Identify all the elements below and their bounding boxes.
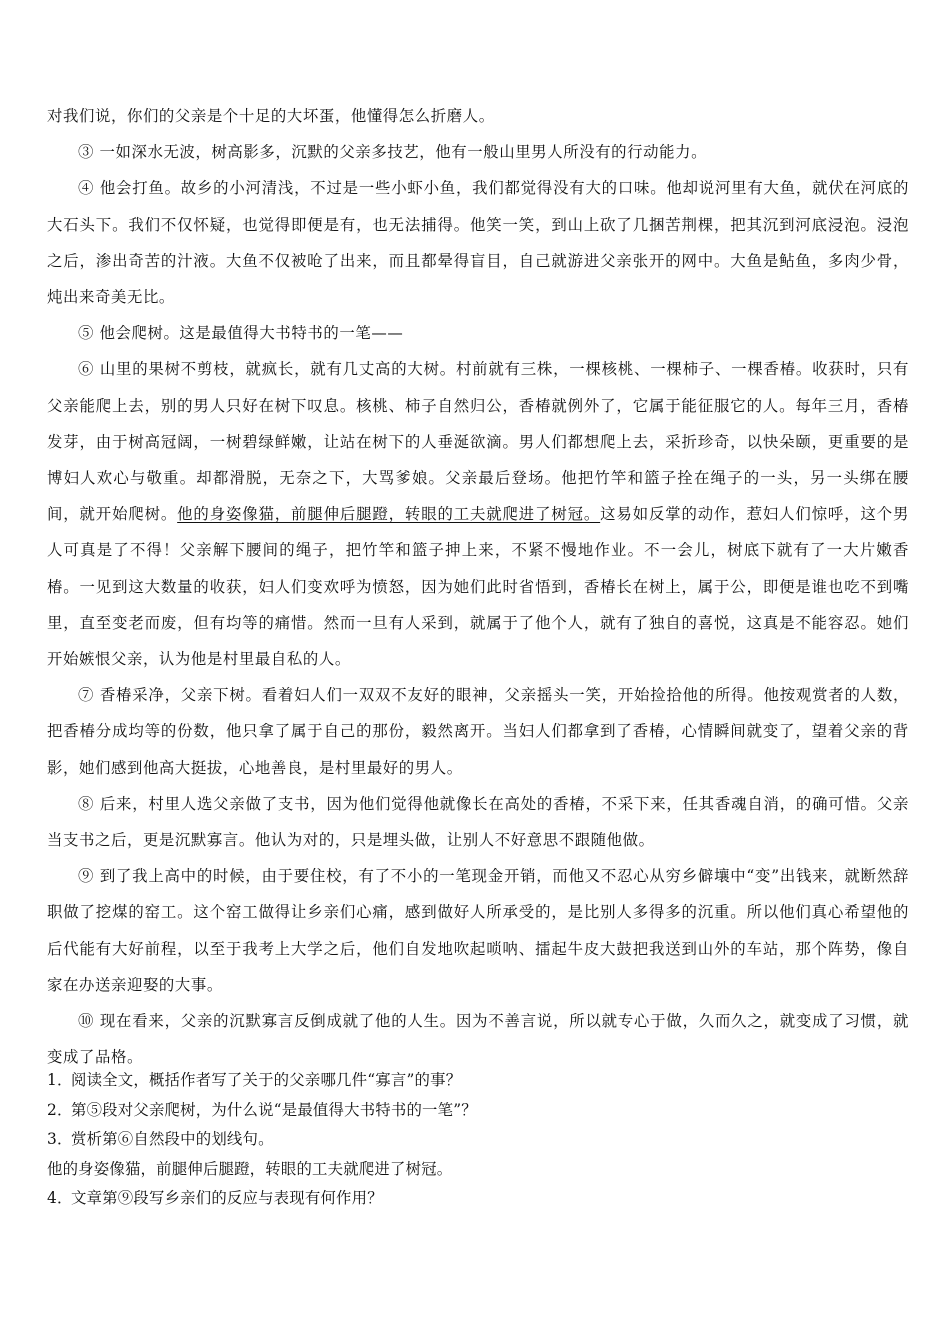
question-list	[47, 1066, 909, 1214]
question-item	[47, 1096, 909, 1126]
paragraph-continuation: 对我们说，你们的父亲是个十足的大坏蛋，他懂得怎么折磨人。	[47, 107, 495, 125]
paragraph-9: ⑨ 到了我上高中的时候，由于要住校，有了不小的一笔现金开销，而他又不忍心从穷乡僻壤中“变”出钱来，就断然辞职做了挖煤的窑工。这个窑工做得让乡亲们心痛，感到做好人所承受的，是比别人多得多的沉重。所以他们真心希望他的后代能有大好前程，以至于我考上大学之后，他们自发地吹起唢呐、擂起牛皮大鼓把我送到山外的车站，那个阵势，像自家在办送亲迎娶的大事。	[47, 867, 909, 994]
question-number: 1．	[47, 1071, 73, 1089]
question-number: 4．	[47, 1189, 73, 1208]
paragraph-8: ⑧ 后来，村里人选父亲做了支书，因为他们觉得他就像长在高处的香椿，不采下来，任其香魂自消，的确可惜。父亲当支书之后，更是沉默寡言。他认为对的，只是埋头做，让别人不好意思不跟随他做。	[47, 794, 909, 850]
paragraph-4: ④ 他会打鱼。故乡的小河清浅，不过是一些小虾小鱼，我们都觉得没有大的口味。他却说河里有大鱼，就伏在河底的大石头下。我们不仅怀疑，也觉得即便是有，也无法捕得。他笑一笑，到山上砍了几捆苦荆棵，把其沉到河底浸泡。浸泡之后，渗出奇苦的汁液。大鱼不仅被呛了出来，而且都晕得盲目，自己就游进父亲张开的网中。大鱼是鲇鱼，多肉少骨，炖出来奇美无比。	[47, 179, 909, 307]
paragraph-6-text-before: ⑥ 山里的果树不剪枝，就疯长，就有几丈高的大树。村前就有三株，一棵核桃、一棵柿子、一棵香椿。收获时，只有父亲能爬上去，别的男人只好在树下叹息。核桃、柿子自然归公，香椿就例外了，它属于能征服它的人。每年三月，香椿发芽，由于树高冠阔，一树碧绿鲜嫩，让站在树下的人垂涎欲滴。男人们都想爬上去，采折珍奇，以快朵颐，更重要的是博妇人欢心与敬重。却都滑脱，无奈之下，大骂爹娘。父亲最后登场。他把竹竿和篮子拴在绳子的一头，另一头绑在腰间，就开始爬树。	[47, 360, 909, 524]
question-item	[47, 1125, 909, 1155]
question-text: 阅读全文，概括作者写了关于的父亲哪几件“寡言”的事？	[71, 1071, 462, 1089]
question-item	[47, 1066, 909, 1096]
question-number: 2．	[47, 1100, 73, 1119]
paragraph-6	[47, 351, 909, 677]
question-text: 赏析第⑥自然段中的划线句。	[71, 1130, 274, 1149]
question-number: 3．	[47, 1130, 73, 1149]
paragraph-6-text-after: 这易如反掌的动作，惹妇人们惊呼，这个男人可真是了不得！父亲解下腰间的绳子，把竹竿和篮子抻上来，不紧不慢地作业。不一会儿，树底下就有了一大片嫩香椿。一见到这大数量的收获，妇人们变欢呼为愤怒，因为她们此时省悟到，香椿长在树上，属于公，即便是谁也吃不到嘴里，直至变老而废，但有均等的痛惜。然而一旦有人采到，就属于了他个人，就有了独自的喜悦，这真是不能容忍。她们开始嫉恨父亲，认为他是村里最自私的人。	[47, 505, 909, 669]
passage	[47, 98, 909, 1075]
question-text: 他的身姿像猫，前腿伸后腿蹬，转眼的工夫就爬进了树冠。	[47, 1159, 453, 1178]
paragraph-7: ⑦ 香椿采净，父亲下树。看着妇人们一双双不友好的眼神，父亲摇头一笑，开始捡拾他的所得。他按观赏者的人数，把香椿分成均等的份数，他只拿了属于自己的那份，毅然离开。当妇人们都拿到了香椿，心情瞬间就变了，望着父亲的背影，她们感到他高大挺拔，心地善良，是村里最好的男人。	[47, 686, 909, 777]
paragraph-3: ③ 一如深水无波，树高影多，沉默的父亲多技艺，他有一般山里男人所没有的行动能力。	[78, 143, 708, 162]
question-text: 第⑤段对父亲爬树，为什么说“是最值得大书特书的一笔”？	[71, 1100, 477, 1119]
question-item	[47, 1184, 909, 1214]
underlined-sentence: 他的身姿像猫，前腿伸后腿蹬，转眼的工夫就爬进了树冠。	[177, 505, 601, 524]
paragraph-5: ⑤ 他会爬树。这是最值得大书特书的一笔——	[78, 324, 404, 343]
question-text: 文章第⑨段写乡亲们的反应与表现有何作用？	[71, 1189, 383, 1208]
paragraph-10: ⑩ 现在看来，父亲的沉默寡言反倒成就了他的人生。因为不善言说，所以就专心于做，久而久之，就变成了习惯，就变成了品格。	[47, 1012, 909, 1067]
quoted-sentence	[47, 1155, 909, 1185]
